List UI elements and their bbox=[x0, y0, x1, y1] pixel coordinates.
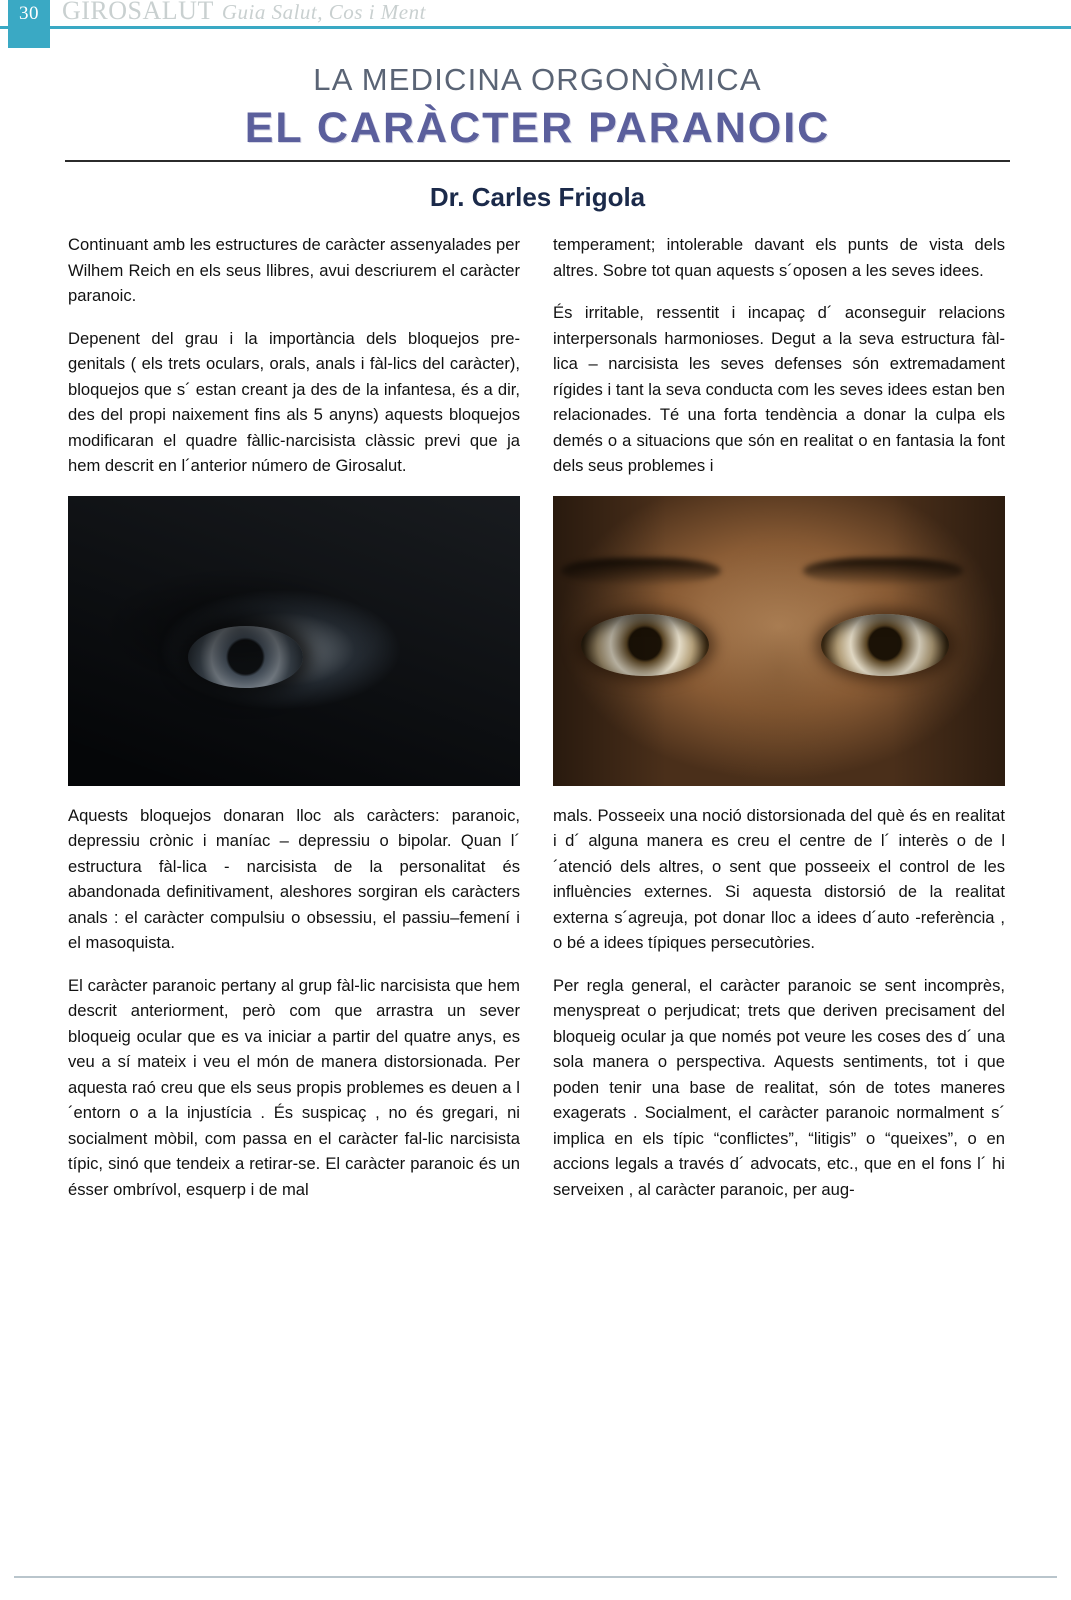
paragraph: El caràcter paranoic pertany al grup fàl-lic narcisista que hem descrit anteriorment, però com que arrastra un sever bloqueig ocular que es va iniciar a partir del quatre anys, es veu a sí mateix i veu el món de manera distorsionada. Per aquesta raó creu que els seus propis problemes es deuen a l´entorn o a la injustícia . És suspicaç , no és gregari, ni socialment mòbil, com passa en el caràcter fal-lic narcisista típic, sinó que tendeix a retirar-se. El caràcter paranoic és un ésser ombrívol, esquerp i de mal bbox=[68, 975, 520, 1199]
article-byline: Dr. Carles Frigola bbox=[429, 182, 646, 212]
paragraph: Depenent del grau i la importància dels bloquejos pre-genitals ( els trets oculars, orals, anals i fàl-lics del caràcter), bloquejos que s´ estan creant ja des de la infantesa, és a dir, des del propi naixement fins als 5 anyns) aquests bloquejos modificaran el quadre fàllic-narcisista clàssic previ que ja hem descrit en l´anterior número de Girosalut. bbox=[68, 328, 520, 475]
paragraph: mals. Posseeix una noció distorsionada del què és en realitat i d´ alguna manera es creu el centre de l´ interès o de l´atenció dels altres, o sent que posseeix el control de les influències externes. Si aquesta distorsió de la realitat externa s´agreuja, pot donar lloc a idees d´auto -referència , o bé a idees típiques persecutòries. bbox=[553, 805, 1005, 952]
paragraph: Continuant amb les estructures de caràcter assenyalades per Wilhem Reich en els seus llibres, avui descriurem el caràcter paranoic. bbox=[68, 235, 520, 305]
article-kicker: LA MEDICINA ORGONÒMICA bbox=[313, 62, 762, 97]
footer-rule bbox=[14, 1576, 1057, 1578]
column-left bbox=[68, 232, 520, 1202]
masthead-tagline: Guia Salut, Cos i Ment bbox=[221, 0, 426, 24]
paragraph: Per regla general, el caràcter paranoic se sent incomprès, menyspreat o perjudicat; trets que deriven precisament del bloqueig ocular ja que només pot veure les coses des d´ una sola manera o perspectiva. Aquests sentiments, tot i que poden tenir una base de realitat, són de totes maneres exagerats . Socialment, el caràcter paranoic normalment s´ implica en els típic “conflictes”, “litigis” o “queixes”, o en accions legals a través d´ advocats, etc., que en el fons l´ hi serveixen , al caràcter paranoic, per aug- bbox=[553, 975, 1005, 1199]
paragraph: Aquests bloquejos donaran lloc als caràcters: paranoic, depressiu crònic i maníac – depressiu o bipolar. Quan l´ estructura fàl-lica - narcisista de la personalitat és abandonada definitivament, aleshores sorgiran els caràcters anals : el caràcter compulsiu o obsessiu, el passiu–femení i el masoquista. bbox=[68, 805, 520, 952]
photo-shadow-overlay bbox=[553, 496, 1005, 786]
title-divider bbox=[65, 160, 1010, 162]
paragraph: temperament; intolerable davant els punts de vista dels altres. Sobre tot quan aquests s´oposen a les seves idees. bbox=[553, 235, 1005, 280]
column-right bbox=[553, 232, 1005, 1202]
photo-left bbox=[68, 496, 520, 786]
header-rule bbox=[0, 26, 1071, 29]
article-body bbox=[68, 232, 1006, 1202]
photo-right bbox=[553, 496, 1005, 786]
page-number-tab: 30 bbox=[8, 0, 50, 48]
masthead bbox=[62, 0, 426, 26]
masthead-brand: GIROSALUT bbox=[62, 0, 214, 25]
page-header bbox=[0, 0, 1071, 30]
page-title: EL CARÀCTER PARANOIC bbox=[244, 104, 831, 152]
paragraph: És irritable, ressentit i incapaç d´ aconseguir relacions interpersonals harmonioses. Degut a la seva estructura fàl-lica – narcisista les seves defenses són extremadament rígides i tant la seva conducta com les seves idees estan ben relacionades. Té una forta tendència a donar la culpa els demés o a situacions que són en realitat o en fantasia la font dels seus problemes i bbox=[553, 303, 1005, 475]
title-area bbox=[65, 62, 1010, 153]
